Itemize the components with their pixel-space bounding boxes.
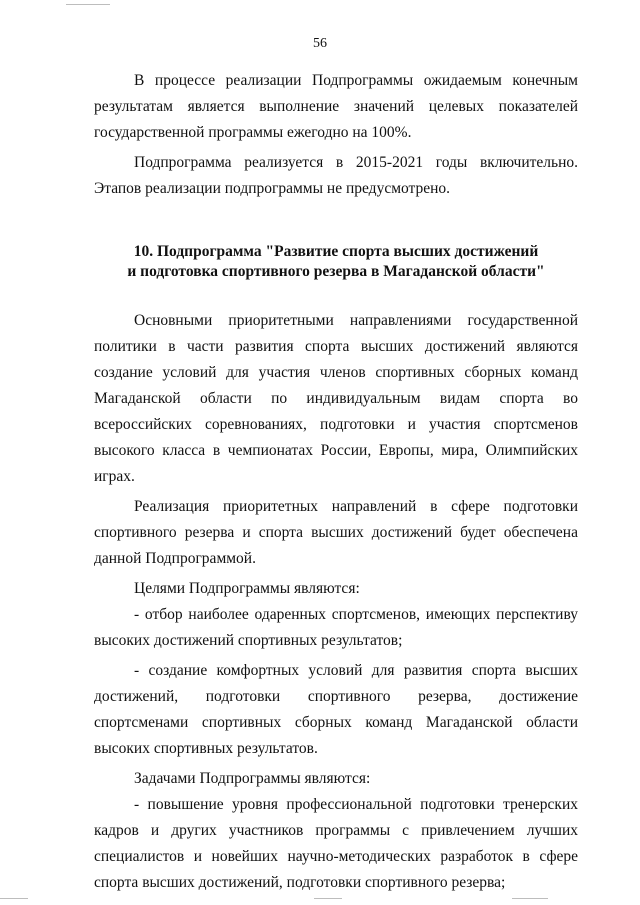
goals-heading: Целями Подпрограммы являются:: [134, 580, 360, 597]
page-number: 56: [313, 36, 327, 51]
section-heading-line-1: 10. Подпрограмма "Развитие спорта высших достижений: [133, 243, 539, 260]
section-heading-line-2: и подготовка спортивного резерва в Магаданской области": [127, 263, 545, 280]
page-content: [94, 68, 578, 896]
scan-mark-bottom-center: [314, 898, 342, 899]
scan-mark-top-left: [66, 4, 110, 5]
scan-mark-bottom-left: [0, 898, 28, 899]
section-heading: [94, 242, 578, 282]
goal-item-conditions: - создание комфортных условий для развития спорта высших достижений, подготовки спортивного резерва, достижение спортсменами спортивных сборных команд Магаданской области высоких спортивных результатов.: [94, 662, 578, 757]
intro-paragraph-period: Подпрограмма реализуется в 2015-2021 годы включительно. Этапов реализации подпрограммы не предусмотрено.: [94, 154, 578, 197]
goal-item-selection: - отбор наиболее одаренных спортсменов, имеющих перспективу высоких достижений спортивных результатов;: [94, 606, 578, 649]
intro-paragraph-results: В процессе реализации Подпрограммы ожидаемым конечным результатам является выполнение значений целевых показателей государственной программы ежегодно на 100%.: [94, 72, 578, 141]
task-item-training: - повышение уровня профессиональной подготовки тренерских кадров и других участников программы с привлечением лучших специалистов и новейших научно-методических разработок в сфере спорта высших достижений, подготовки спортивного резерва;: [94, 796, 578, 891]
implementation-paragraph: Реализация приоритетных направлений в сфере подготовки спортивного резерва и спорта высших достижений будет обеспечена данной Подпрограммой.: [94, 498, 578, 567]
priority-directions-paragraph: Основными приоритетными направлениями государственной политики в части развития спорта высших достижений являются создание условий для участия членов спортивных сборных команд Магаданской области по индивидуальным видам спорта во всероссийских соревнованиях, подготовки и участия спортсменов высокого класса в чемпионатах России, Европы, мира, Олимпийских играх.: [94, 312, 578, 485]
scan-mark-bottom-right: [512, 898, 548, 899]
tasks-heading: Задачами Подпрограммы являются:: [134, 770, 371, 787]
